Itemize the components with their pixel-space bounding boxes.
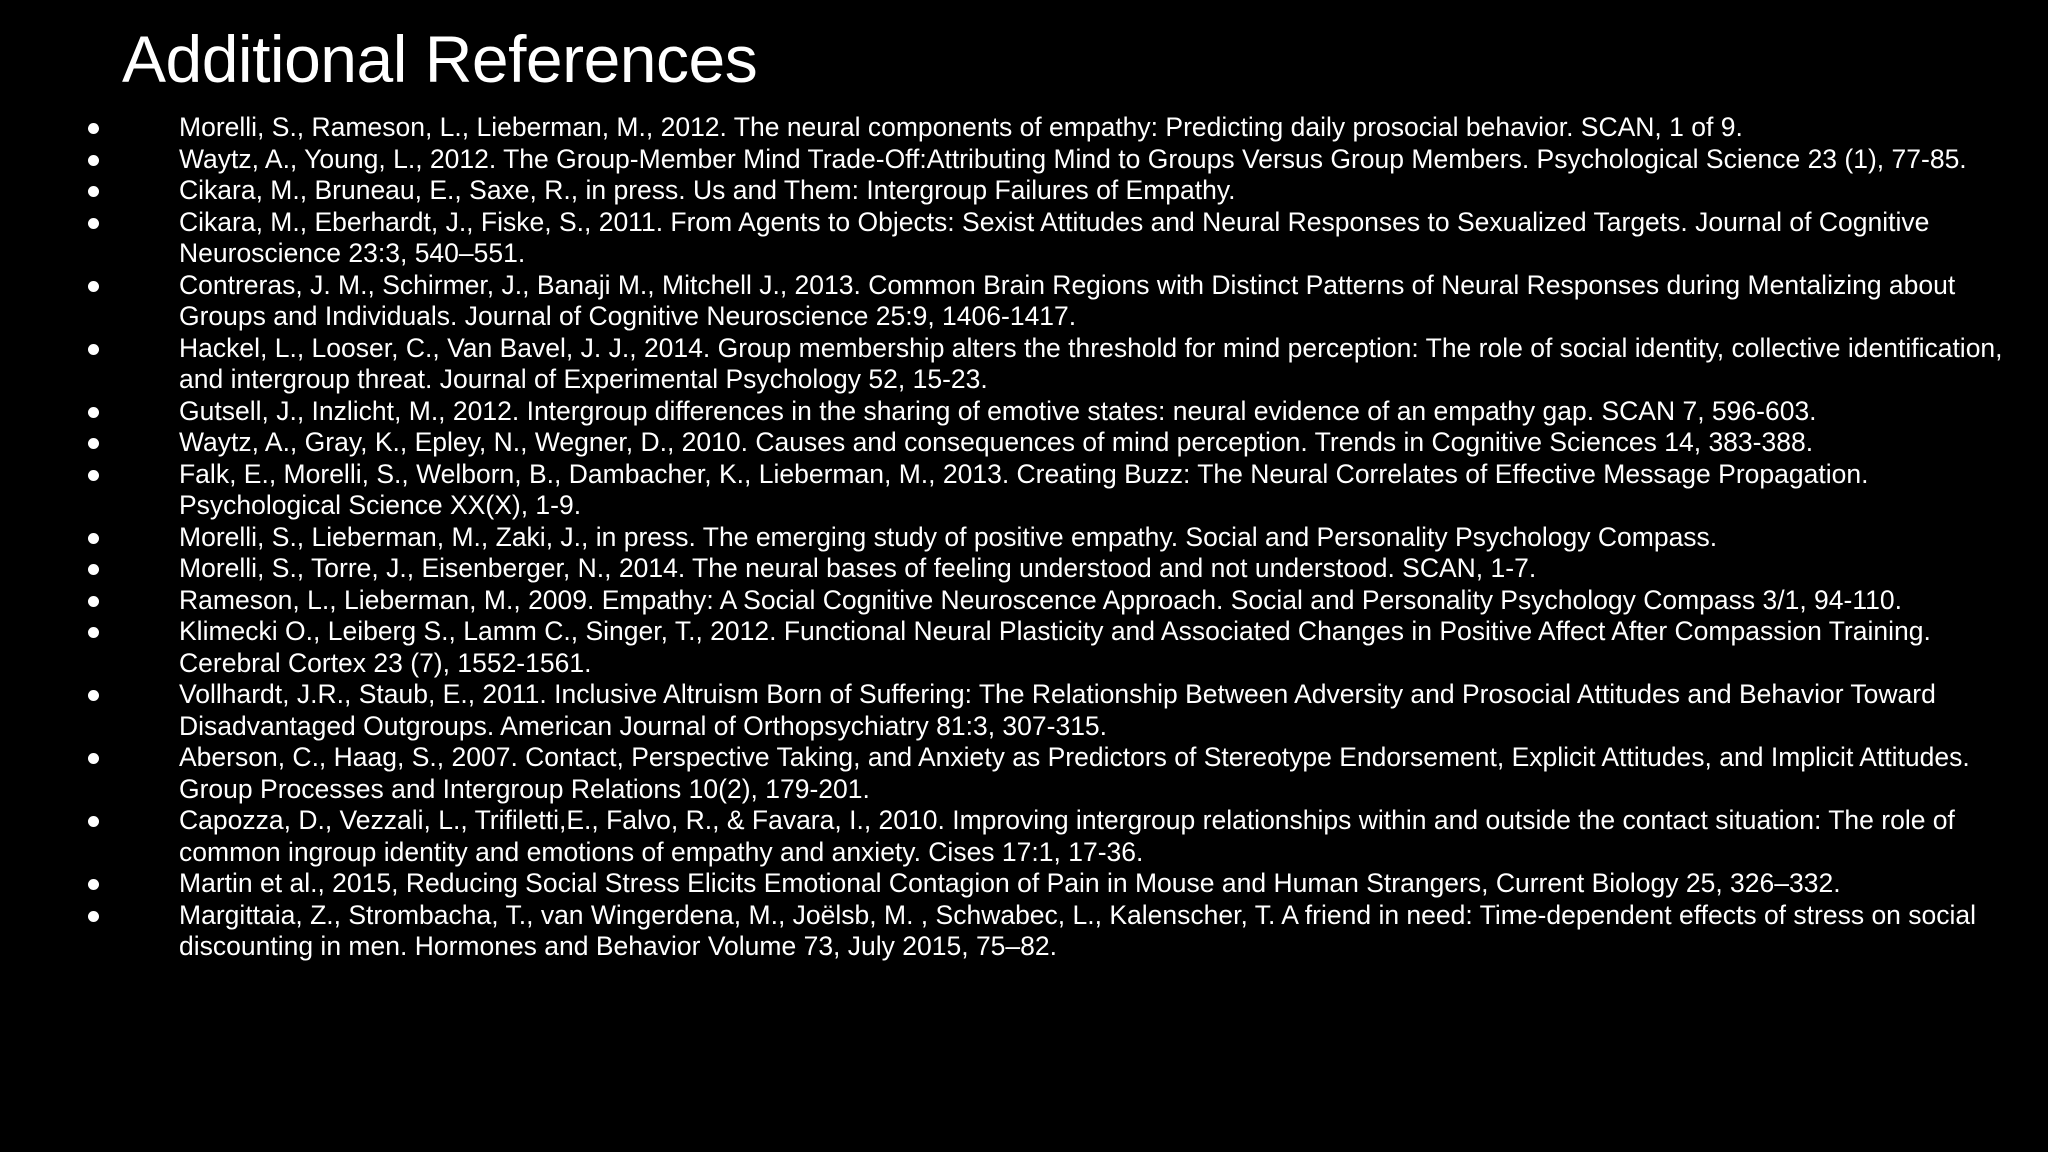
reference-text: Cikara, M., Eberhardt, J., Fiske, S., 2011. From Agents to Objects: Sexist Attitudes and Neural Responses to Sexualized Targets. Journal of Cognitive Neuroscience 23:3, 540–551.: [179, 206, 1930, 268]
reference-text: Morelli, S., Torre, J., Eisenberger, N., 2014. The neural bases of feeling understood and not understood. SCAN, 1-7.: [179, 553, 1537, 583]
bullet-icon: [88, 470, 99, 481]
bullet-icon: [88, 564, 99, 575]
bullet-icon: [88, 123, 99, 134]
list-item: [0, 679, 2048, 742]
bullet-icon: [88, 281, 99, 292]
list-item: [0, 616, 2048, 679]
list-item: [0, 742, 2048, 805]
reference-text: Contreras, J. M., Schirmer, J., Banaji M., Mitchell J., 2013. Common Brain Regions with Distinct Patterns of Neural Responses during Mentalizing about Groups and Individuals. Journal of Cognitive Neuroscience 25:9, 1406-1417.: [179, 269, 1956, 331]
bullet-icon: [88, 533, 99, 544]
list-item: [0, 144, 2048, 176]
list-item: [0, 175, 2048, 207]
bullet-icon: [88, 407, 99, 418]
reference-text: Klimecki O., Leiberg S., Lamm C., Singer, T., 2012. Functional Neural Plasticity and Associated Changes in Positive Affect After Compassion Training. Cerebral Cortex 23 (7), 1552-1561.: [179, 616, 1931, 678]
bullet-icon: [88, 155, 99, 166]
list-item: [0, 112, 2048, 144]
list-item: [0, 396, 2048, 428]
reference-text: Aberson, C., Haag, S., 2007. Contact, Perspective Taking, and Anxiety as Predictors of Stereotype Endorsement, Explicit Attitudes, and Implicit Attitudes. Group Processes and Intergroup Relations 10(2), 179-201.: [179, 742, 1970, 804]
reference-text: Morelli, S., Rameson, L., Lieberman, M., 2012. The neural components of empathy: Predicting daily prosocial behavior. SCAN, 1 of 9.: [179, 112, 1743, 142]
reference-text: Falk, E., Morelli, S., Welborn, B., Dambacher, K., Lieberman, M., 2013. Creating Buzz: The Neural Correlates of Effective Message Propagation. Psychological Science XX(X), 1-9.: [179, 458, 1869, 520]
bullet-icon: [88, 690, 99, 701]
reference-text: Waytz, A., Gray, K., Epley, N., Wegner, D., 2010. Causes and consequences of mind perception. Trends in Cognitive Sciences 14, 383-388.: [179, 427, 1814, 457]
slide-title: Additional References: [122, 22, 758, 96]
bullet-icon: [88, 186, 99, 197]
reference-text: Morelli, S., Lieberman, M., Zaki, J., in press. The emerging study of positive empathy. Social and Personality Psychology Compass.: [179, 521, 1718, 552]
reference-list: [0, 112, 2048, 963]
list-item: [0, 333, 2048, 396]
reference-text: Waytz, A., Young, L., 2012. The Group-Member Mind Trade-Off:Attributing Mind to Groups Versus Group Members. Psychological Science 23 (1), 77-85.: [179, 143, 1967, 174]
reference-text: Martin et al., 2015, Reducing Social Stress Elicits Emotional Contagion of Pain in Mouse and Human Strangers, Current Biology 25, 326–332.: [179, 868, 1841, 898]
reference-text: Gutsell, J., Inzlicht, M., 2012. Intergroup differences in the sharing of emotive states: neural evidence of an empathy gap. SCAN 7, 596-603.: [179, 395, 1817, 426]
list-item: [0, 585, 2048, 617]
reference-text: Hackel, L., Looser, C., Van Bavel, J. J., 2014. Group membership alters the threshold for mind perception: The role of social identity, collective identification, and intergroup threat. Journal of Experimental Psychology 52, 15-23.: [179, 332, 2003, 394]
bullet-icon: [88, 596, 99, 607]
bullet-icon: [88, 911, 99, 922]
list-item: [0, 270, 2048, 333]
list-item: [0, 522, 2048, 554]
reference-text: Vollhardt, J.R., Staub, E., 2011. Inclusive Altruism Born of Suffering: The Relationship Between Adversity and Prosocial Attitudes and Behavior Toward Disadvantaged Outgroups. American Journal of Orthopsychiatry 81:3, 307-315.: [179, 679, 1936, 741]
list-item: [0, 868, 2048, 900]
list-item: [0, 459, 2048, 522]
reference-text: Capozza, D., Vezzali, L., Trifiletti,E., Falvo, R., & Favara, I., 2010. Improving intergroup relationships within and outside the contact situation: The role of common ingroup identity and emotions of empathy and anxiety. Cises 17:1, 17-36.: [179, 805, 1955, 867]
reference-text: Rameson, L., Lieberman, M., 2009. Empathy: A Social Cognitive Neuroscence Approach. Social and Personality Psychology Compass 3/1, 94-110.: [179, 584, 1902, 615]
bullet-icon: [88, 438, 99, 449]
list-item: [0, 900, 2048, 963]
bullet-icon: [88, 753, 99, 764]
list-item: [0, 427, 2048, 459]
list-item: [0, 805, 2048, 868]
bullet-icon: [88, 816, 99, 827]
reference-text: Cikara, M., Bruneau, E., Saxe, R., in press. Us and Them: Intergroup Failures of Empathy.: [179, 175, 1236, 205]
list-item: [0, 207, 2048, 270]
bullet-icon: [88, 879, 99, 890]
bullet-icon: [88, 218, 99, 229]
list-item: [0, 553, 2048, 585]
reference-text: Margittaia, Z., Strombacha, T., van Wingerdena, M., Joëlsb, M. , Schwabec, L., Kalenscher, T. A friend in need: Time-dependent effects of stress on social discounting in men. Hormones and Behavior Volume 73, July 2015, 75–82.: [179, 899, 1977, 961]
bullet-icon: [88, 627, 99, 638]
bullet-icon: [88, 344, 99, 355]
